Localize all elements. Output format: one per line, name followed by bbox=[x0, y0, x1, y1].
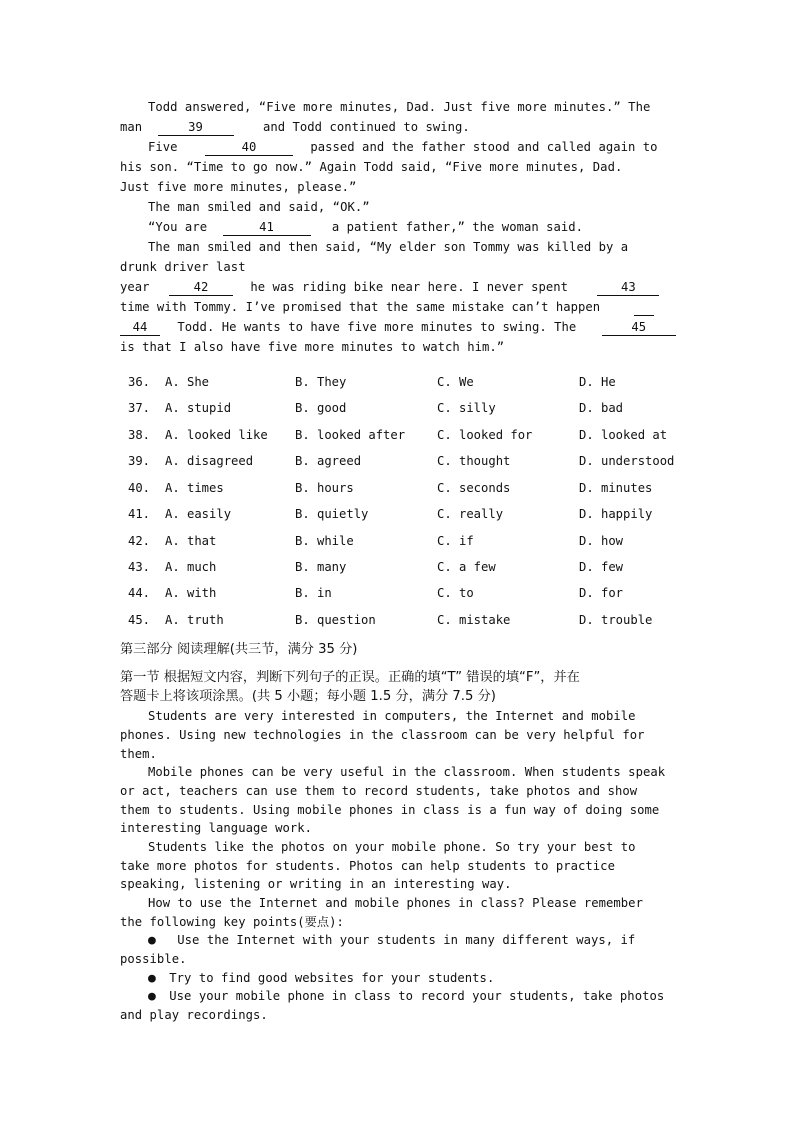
question-number: 43. bbox=[128, 560, 151, 574]
cloze-line bbox=[120, 277, 676, 297]
reading-line: Mobile phones can be very useful in the classroom. When students speak bbox=[148, 765, 666, 779]
reading-line: take more photos for students. Photos can help students to practice bbox=[120, 859, 615, 873]
option-b: B. quietly bbox=[295, 507, 369, 521]
cloze-line bbox=[120, 297, 676, 317]
question-row bbox=[128, 583, 688, 603]
cloze-line: drunk driver last bbox=[120, 260, 246, 274]
cloze-line: The man smiled and said, “OK.” bbox=[148, 200, 370, 214]
option-d: D. minutes bbox=[579, 481, 653, 495]
option-d: D. looked at bbox=[579, 428, 668, 442]
bullet-icon: ● bbox=[148, 933, 156, 948]
reading-line: How to use the Internet and mobile phones in class? Please remember bbox=[148, 896, 643, 910]
section-instruction: 答题卡上将该项涂黑。(共 5 小题；每小题 1.5 分，满分 7.5 分) bbox=[120, 689, 496, 704]
question-row bbox=[128, 557, 688, 577]
option-d: D. bad bbox=[579, 401, 624, 415]
question-row bbox=[128, 531, 688, 551]
question-number: 41. bbox=[128, 507, 151, 521]
option-b: B. looked after bbox=[295, 428, 406, 442]
cloze-text: year bbox=[120, 280, 150, 294]
reading-line: interesting language work. bbox=[120, 821, 313, 835]
option-c: C. silly bbox=[437, 401, 496, 415]
cloze-text: time with Tommy. I’ve promised that the same mistake can’t happen bbox=[120, 300, 601, 314]
question-row bbox=[128, 398, 688, 418]
cloze-line bbox=[148, 217, 676, 237]
cloze-text: and Todd continued to swing. bbox=[262, 120, 470, 134]
option-a: A. disagreed bbox=[165, 454, 254, 468]
option-b: B. question bbox=[295, 613, 376, 627]
question-row bbox=[128, 504, 688, 524]
question-number: 39. bbox=[128, 454, 151, 468]
blank-42: 42 bbox=[169, 280, 233, 296]
option-c: C. looked for bbox=[437, 428, 533, 442]
blank-45: 45 bbox=[602, 320, 676, 336]
bullet-icon: ● bbox=[148, 989, 156, 1004]
question-number: 36. bbox=[128, 375, 151, 389]
reading-line: and play recordings. bbox=[120, 1008, 268, 1022]
bullet-line bbox=[148, 986, 676, 1007]
cloze-text: a patient father,” the woman said. bbox=[331, 220, 584, 234]
cloze-line bbox=[148, 137, 676, 157]
blank-44-underline bbox=[634, 300, 654, 316]
cloze-text: Todd. He wants to have five more minutes to swing. The bbox=[177, 320, 577, 334]
question-row bbox=[128, 610, 688, 630]
option-c: C. seconds bbox=[437, 481, 511, 495]
option-b: B. good bbox=[295, 401, 347, 415]
reading-line: phones. Using new technologies in the classroom can be very helpful for bbox=[120, 728, 645, 742]
bullet-text: Use the Internet with your students in many different ways, if bbox=[177, 933, 636, 947]
bullet-text: Use your mobile phone in class to record your students, take photos bbox=[169, 989, 665, 1003]
bullet-line bbox=[148, 930, 676, 951]
option-c: C. if bbox=[437, 534, 474, 548]
option-d: D. He bbox=[579, 375, 616, 389]
cloze-line bbox=[120, 117, 676, 137]
option-a: A. truth bbox=[165, 613, 224, 627]
reading-line: Students are very interested in computers, the Internet and mobile bbox=[148, 709, 636, 723]
reading-line: the following key points(要点): bbox=[120, 915, 344, 929]
option-d: D. happily bbox=[579, 507, 653, 521]
cloze-line: Just five more minutes, please.” bbox=[120, 180, 357, 194]
option-c: C. to bbox=[437, 586, 474, 600]
cloze-text: passed and the father stood and called again to bbox=[310, 140, 658, 154]
question-number: 45. bbox=[128, 613, 151, 627]
reading-line: them to students. Using mobile phones in class is a fun way of doing some bbox=[120, 803, 660, 817]
blank-41: 41 bbox=[223, 220, 311, 236]
option-b: B. many bbox=[295, 560, 347, 574]
cloze-line: Todd answered, “Five more minutes, Dad. Just five more minutes.” The bbox=[148, 100, 651, 114]
question-number: 44. bbox=[128, 586, 151, 600]
option-a: A. looked like bbox=[165, 428, 268, 442]
cloze-text: man bbox=[120, 120, 143, 134]
blank-40: 40 bbox=[205, 140, 293, 156]
option-b: B. hours bbox=[295, 481, 354, 495]
section-heading: 第三部分 阅读理解(共三节，满分 35 分) bbox=[120, 642, 358, 657]
option-b: B. They bbox=[295, 375, 347, 389]
reading-line: or act, teachers can use them to record students, take photos and show bbox=[120, 784, 638, 798]
option-c: C. a few bbox=[437, 560, 496, 574]
option-a: A. stupid bbox=[165, 401, 232, 415]
option-d: D. understood bbox=[579, 454, 675, 468]
option-a: A. times bbox=[165, 481, 224, 495]
option-b: B. in bbox=[295, 586, 332, 600]
reading-line: speaking, listening or writing in an interesting way. bbox=[120, 877, 512, 891]
option-a: A. with bbox=[165, 586, 217, 600]
option-c: C. thought bbox=[437, 454, 511, 468]
option-b: B. while bbox=[295, 534, 354, 548]
reading-line: Students like the photos on your mobile phone. So try your best to bbox=[148, 840, 636, 854]
option-a: A. that bbox=[165, 534, 217, 548]
reading-line: possible. bbox=[120, 952, 187, 966]
question-row bbox=[128, 425, 688, 445]
question-row bbox=[128, 478, 688, 498]
bullet-text: Try to find good websites for your students. bbox=[169, 971, 495, 985]
option-c: C. We bbox=[437, 375, 474, 389]
option-b: B. agreed bbox=[295, 454, 362, 468]
option-d: D. how bbox=[579, 534, 624, 548]
reading-line: them. bbox=[120, 747, 157, 761]
option-c: C. really bbox=[437, 507, 504, 521]
cloze-line: is that I also have five more minutes to watch him.” bbox=[120, 340, 505, 354]
blank-44: 44 bbox=[120, 320, 160, 336]
cloze-line: The man smiled and then said, “My elder son Tommy was killed by a bbox=[148, 240, 629, 254]
blank-43: 43 bbox=[597, 280, 659, 296]
option-d: D. few bbox=[579, 560, 624, 574]
cloze-line: his son. “Time to go now.” Again Todd said, “Five more minutes, Dad. bbox=[120, 160, 623, 174]
option-a: A. easily bbox=[165, 507, 232, 521]
question-number: 38. bbox=[128, 428, 151, 442]
option-a: A. much bbox=[165, 560, 217, 574]
option-a: A. She bbox=[165, 375, 210, 389]
question-row bbox=[128, 451, 688, 471]
question-number: 42. bbox=[128, 534, 151, 548]
bullet-icon: ● bbox=[148, 971, 156, 986]
blank-39: 39 bbox=[158, 120, 234, 136]
question-row bbox=[128, 372, 688, 392]
cloze-text: Five bbox=[148, 140, 178, 154]
option-c: C. mistake bbox=[437, 613, 511, 627]
option-d: D. for bbox=[579, 586, 624, 600]
cloze-text: “You are bbox=[148, 220, 208, 234]
option-d: D. trouble bbox=[579, 613, 653, 627]
question-number: 37. bbox=[128, 401, 151, 415]
section-instruction: 第一节 根据短文内容，判断下列句子的正误。正确的填“T” 错误的填“F”，并在 bbox=[120, 670, 580, 685]
cloze-line bbox=[120, 317, 676, 337]
question-number: 40. bbox=[128, 481, 151, 495]
cloze-text: he was riding bike near here. I never spent bbox=[250, 280, 569, 294]
